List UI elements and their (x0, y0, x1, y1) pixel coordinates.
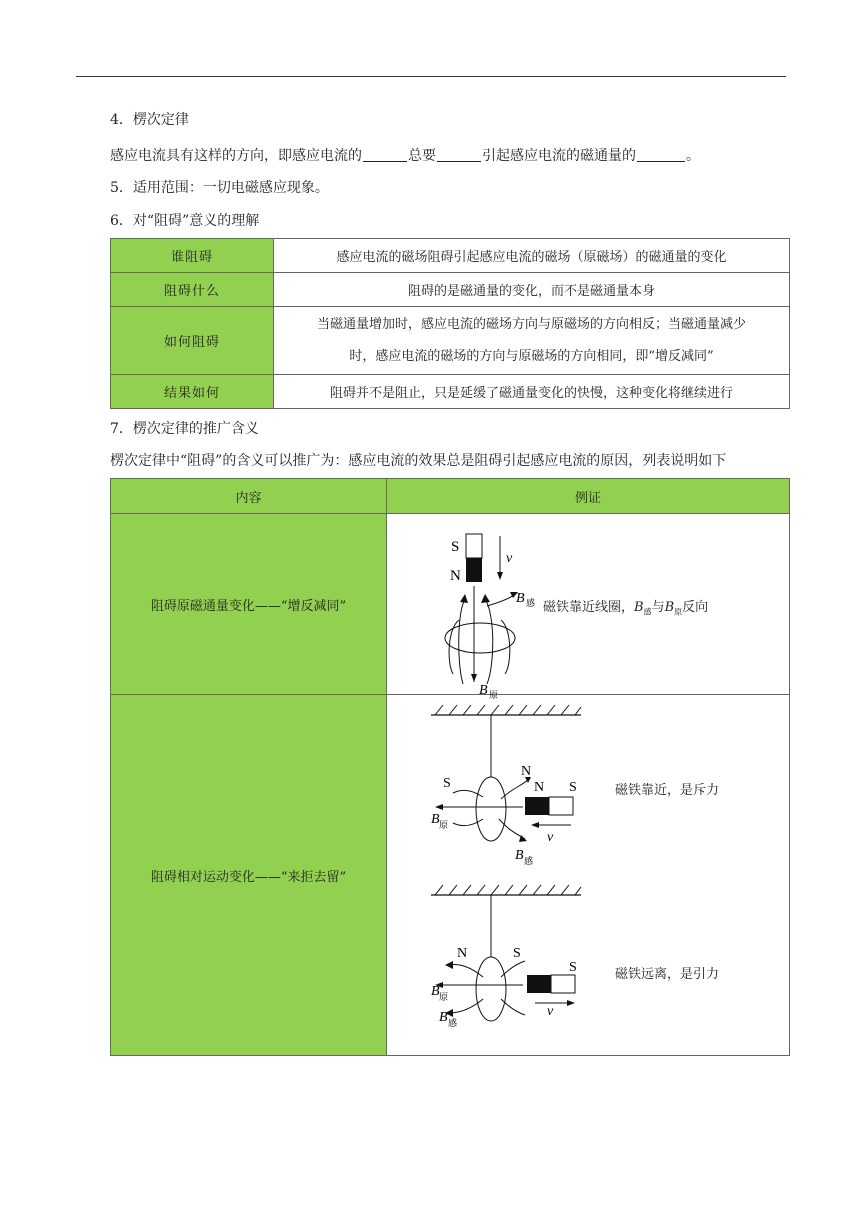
table-row (111, 239, 790, 273)
fill-blank[interactable] (363, 147, 407, 162)
original-subscript: 原 (489, 690, 499, 700)
induced-subscript: 感 (526, 598, 536, 608)
s-pole-label: S (451, 539, 460, 555)
row-label: 如何阻碍 (111, 307, 274, 375)
caption-row1: 磁铁靠近线圈，$B_感$与$B_原$反向 (543, 600, 709, 617)
n-pole-label: N (534, 780, 545, 795)
repel-diagram (431, 701, 601, 871)
b-original-label: B (431, 984, 440, 999)
sentence-part: 引起感应电流的磁通量的 (482, 148, 636, 164)
section7-title: 7．楞次定律的推广含义 (110, 421, 259, 437)
table-row (111, 695, 790, 1056)
section7-intro: 楞次定律中“阻碍”的含义可以推广为：感应电流的效果总是阻碍引起感应电流的原因，列表说明如下 (110, 453, 727, 469)
meaning-table (110, 238, 790, 409)
fill-blank[interactable] (437, 147, 481, 162)
velocity-label: v (506, 551, 513, 566)
row-label: 阻碍相对运动变化——“来拒去留” (111, 695, 387, 1056)
section5-text: 5．适用范围：一切电磁感应现象。 (110, 180, 329, 196)
velocity-label: v (547, 1004, 554, 1019)
b-induced-label: B (439, 1010, 448, 1025)
fill-blank[interactable] (637, 147, 685, 162)
table-header-row (111, 479, 790, 514)
magnet-coil-diagram (417, 514, 557, 700)
table-row (111, 375, 790, 409)
extension-table (110, 478, 790, 1056)
row-label: 谁阻碍 (111, 239, 274, 273)
section6-title: 6．对“阻碍”意义的理解 (110, 213, 260, 229)
table-row (111, 514, 790, 695)
n-label: N (521, 764, 532, 779)
table-row (111, 307, 790, 375)
row-label: 结果如何 (111, 375, 274, 409)
b-induced-label: B (515, 848, 524, 863)
header-rule (76, 76, 786, 77)
row-value (274, 307, 790, 375)
attract-diagram (431, 881, 601, 1051)
row-value: 阻碍的是磁通量的变化，而不是磁通量本身 (274, 273, 790, 307)
sentence-part: 。 (686, 148, 700, 164)
header-example: 例证 (387, 479, 790, 514)
induced-subscript: 感 (448, 1018, 458, 1028)
row-label: 阻碍原磁通量变化——“增反减同” (111, 514, 387, 695)
section4-title: 4．楞次定律 (110, 112, 189, 128)
b-original-label: B (431, 812, 440, 827)
sentence-part: 感应电流具有这样的方向，即感应电流的 (110, 148, 362, 164)
induced-subscript: 感 (524, 856, 534, 866)
row-value: 感应电流的磁场阻碍引起感应电流的磁场（原磁场）的磁通量的变化 (274, 239, 790, 273)
row-value: 阻碍并不是阻止，只是延缓了磁通量变化的快慢，这种变化将继续进行 (274, 375, 790, 409)
value-line: 时，感应电流的磁场的方向与原磁场的方向相同，即“增反减同” (349, 348, 714, 364)
s-pole-label: S (569, 960, 577, 975)
caption-repel: 磁铁靠近，是斥力 (615, 783, 720, 798)
header-content: 内容 (111, 479, 387, 514)
original-subscript: 原 (439, 820, 449, 830)
row-label: 阻碍什么 (111, 273, 274, 307)
table-row (111, 273, 790, 307)
velocity-label: v (547, 830, 554, 845)
n-pole-label: N (450, 568, 461, 584)
value-line: 当磁通量增加时，感应电流的磁场方向与原磁场的方向相反；当磁通量减少 (316, 316, 746, 332)
n-label: N (457, 946, 468, 961)
b-induced-label: B (516, 591, 525, 606)
example-cell (387, 695, 790, 1056)
example-cell (387, 514, 790, 700)
b-original-label: B (479, 683, 488, 698)
sentence-part: 总要 (408, 148, 436, 164)
s-pole-label: S (569, 780, 577, 795)
caption-attract: 磁铁远离，是引力 (615, 967, 720, 982)
original-subscript: 原 (439, 992, 449, 1002)
s-label: S (513, 946, 521, 961)
section4-sentence (110, 146, 700, 166)
s-label: S (443, 776, 451, 791)
